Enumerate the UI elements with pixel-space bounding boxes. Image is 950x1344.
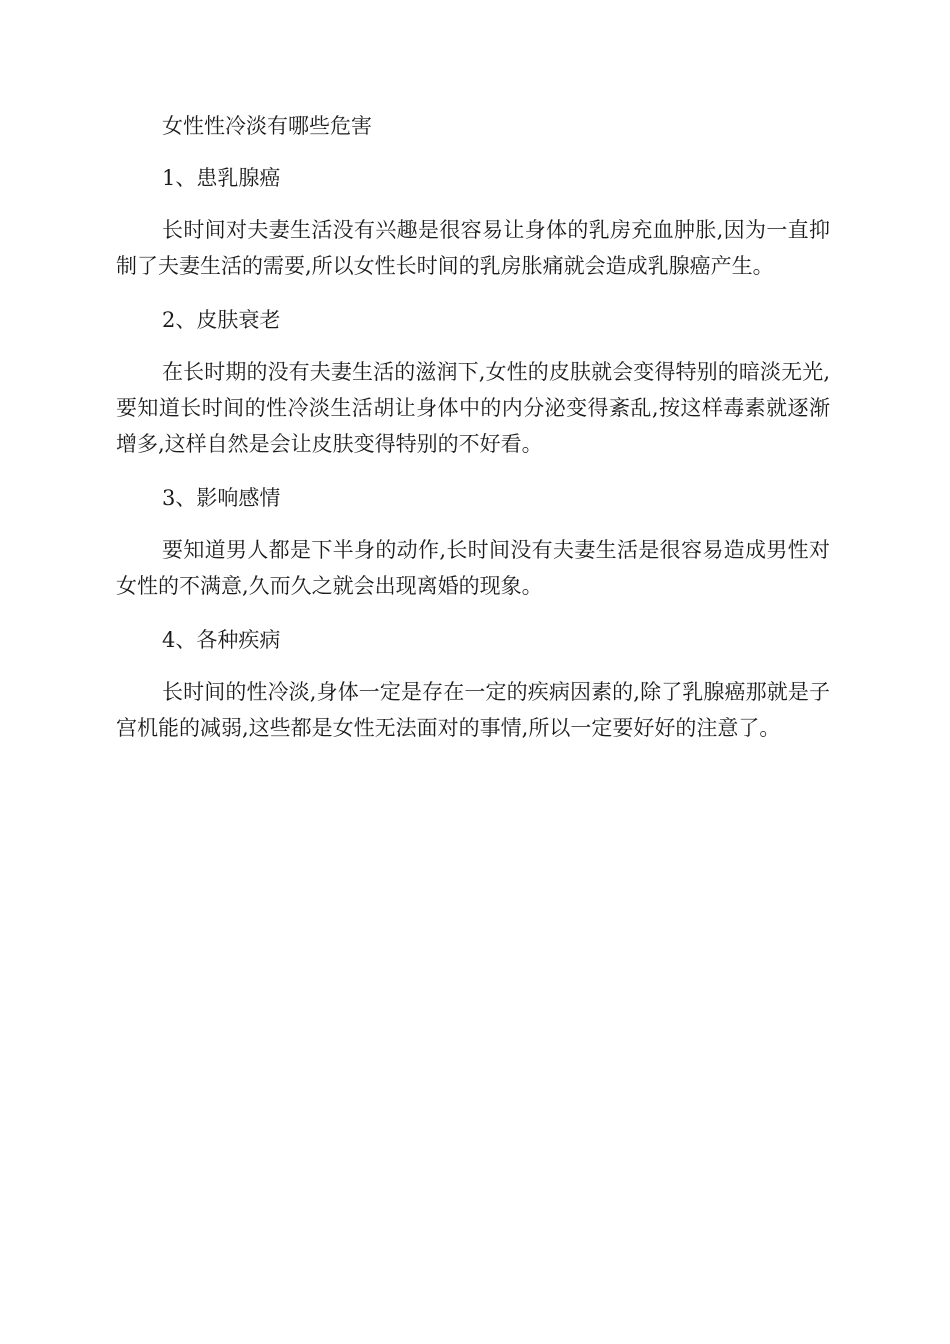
section-body-3: 要知道男人都是下半身的动作,长时间没有夫妻生活是很容易造成男性对女性的不满意,久而久之就会出现离婚的现象。 <box>116 538 830 598</box>
section-heading-2: 2、皮肤衰老 <box>162 308 281 332</box>
section-body-1: 长时间对夫妻生活没有兴趣是很容易让身体的乳房充血肿胀,因为一直抑制了夫妻生活的需要,所以女性长时间的乳房胀痛就会造成乳腺癌产生。 <box>116 218 830 278</box>
document-title: 女性性冷淡有哪些危害 <box>162 114 372 138</box>
section-heading-1: 1、患乳腺癌 <box>162 166 281 190</box>
section-body-2: 在长时期的没有夫妻生活的滋润下,女性的皮肤就会变得特别的暗淡无光,要知道长时间的性冷淡生活胡让身体中的内分泌变得紊乱,按这样毒素就逐渐增多,这样自然是会让皮肤变得特别的不好看。 <box>116 360 830 456</box>
section-heading-3: 3、影响感情 <box>162 486 281 510</box>
section-heading-4: 4、各种疾病 <box>162 628 281 652</box>
section-body-4: 长时间的性冷淡,身体一定是存在一定的疾病因素的,除了乳腺癌那就是子宫机能的减弱,这些都是女性无法面对的事情,所以一定要好好的注意了。 <box>116 680 830 740</box>
document-page <box>116 108 830 764</box>
